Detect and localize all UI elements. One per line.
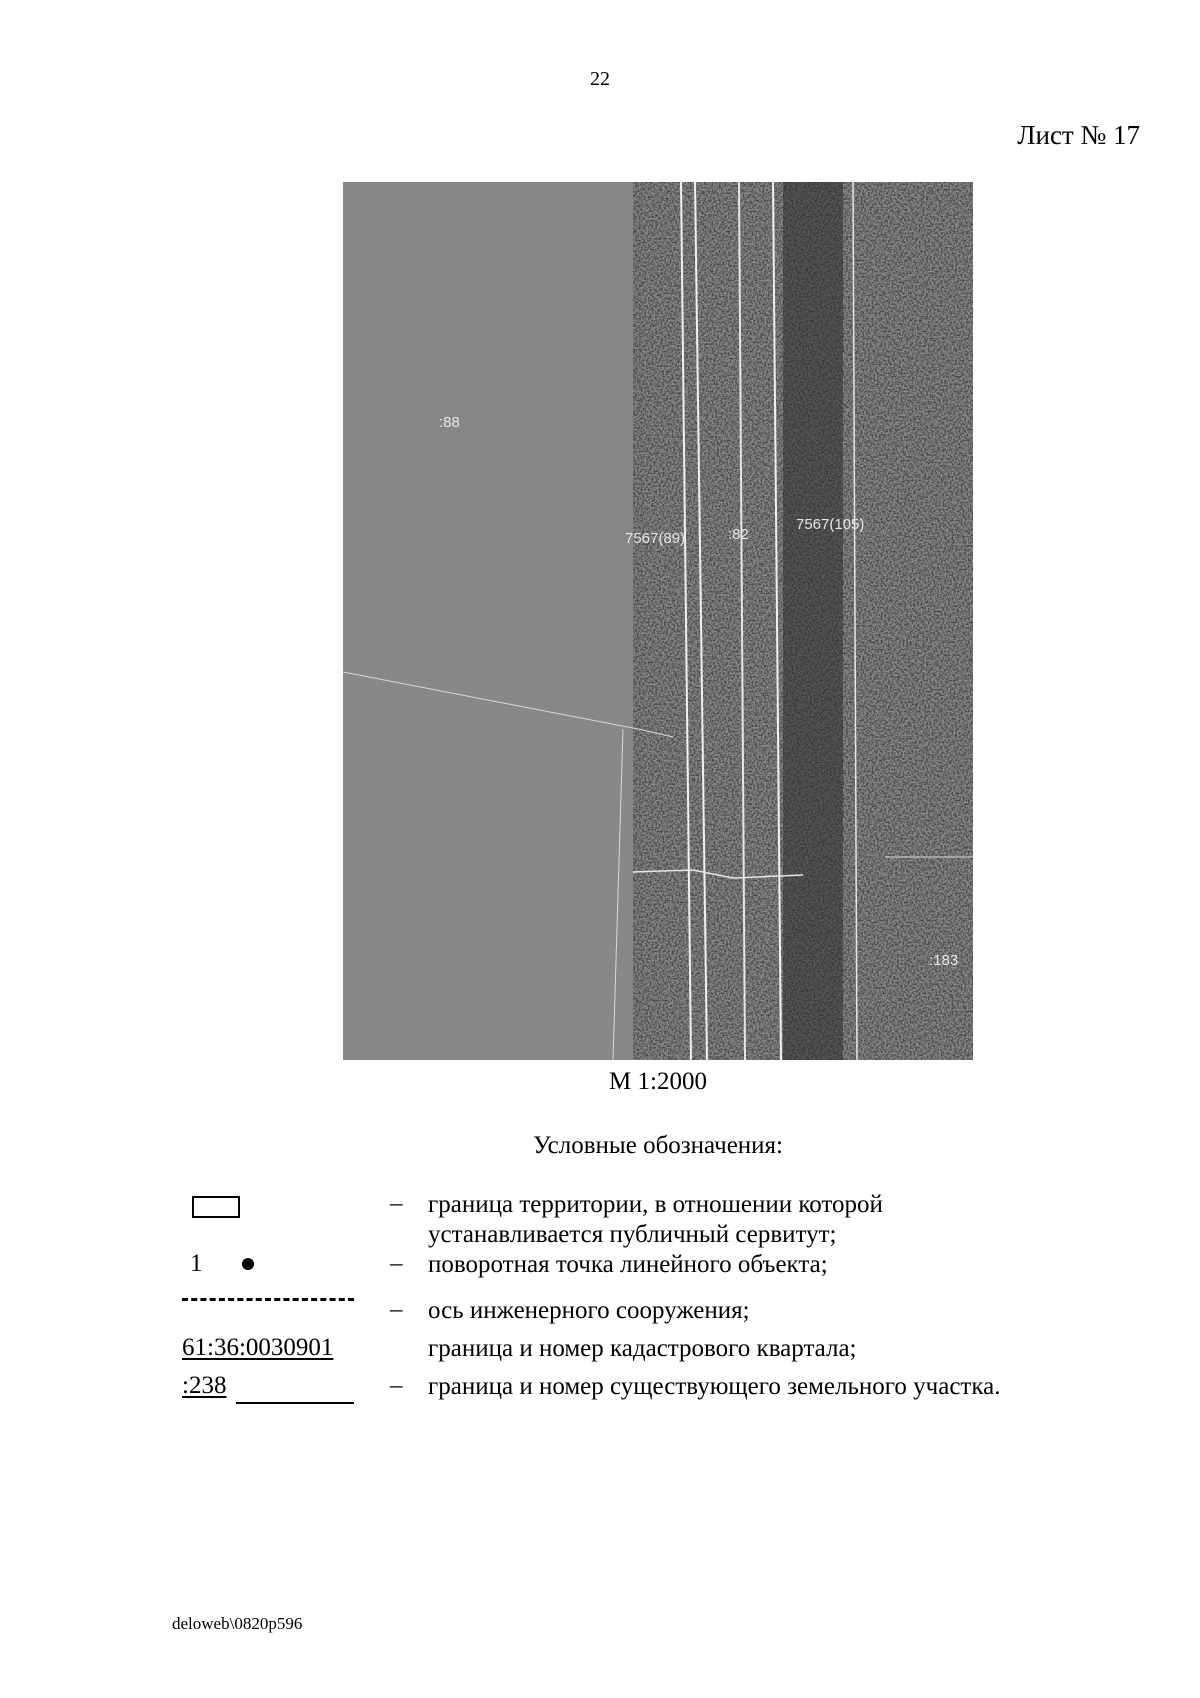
legend-title: Условные обозначения:: [532, 1132, 784, 1159]
page-number: 22: [590, 68, 610, 90]
rectangle-outline-icon: [192, 1196, 240, 1218]
legend-item-land-parcel: [0, 1372, 1200, 1412]
map-svg: [343, 182, 973, 1060]
legend-item-boundary: [0, 1190, 1200, 1248]
parcel-underline: [236, 1402, 354, 1404]
footer-doc-code: deloweb\0820p596: [172, 1614, 303, 1633]
legend-text: граница и номер существующего земельного участка.: [428, 1373, 1001, 1400]
map-scale: М 1:2000: [609, 1068, 707, 1095]
legend-text: ось инженерного сооружения;: [428, 1297, 750, 1324]
map-label-183: :183: [929, 952, 959, 969]
legend-item-cadastral-quarter: [0, 1334, 1200, 1374]
map-label-88: :88: [439, 414, 460, 431]
legend-item-axis: [0, 1288, 1200, 1328]
tree-belt-dark: [783, 182, 843, 1060]
dashed-line-icon: [182, 1298, 354, 1301]
legend-text-line: граница территории, в отношении которой: [428, 1191, 883, 1218]
point-number: 1: [190, 1250, 203, 1277]
legend-dash: –: [390, 1372, 403, 1399]
map-label-7567-89: 7567(89): [625, 530, 686, 547]
land-parcel-number: :238: [182, 1372, 227, 1399]
legend-dash: –: [390, 1250, 403, 1277]
map-label-82: :82: [728, 526, 749, 543]
legend-text: [428, 1190, 883, 1250]
legend-dash: –: [390, 1190, 403, 1217]
cadastral-quarter-number: 61:36:0030901: [182, 1334, 334, 1361]
legend-item-point: [0, 1250, 1200, 1290]
aerial-map: [343, 182, 973, 1060]
map-label-7567-105: 7567(105): [796, 516, 865, 533]
legend-dash: –: [390, 1296, 403, 1323]
map-texture-left: [343, 182, 643, 1060]
legend-text: граница и номер кадастрового квартала;: [428, 1335, 857, 1362]
legend-text: поворотная точка линейного объекта;: [428, 1251, 828, 1278]
sheet-number: Лист № 17: [1017, 120, 1140, 150]
legend-text-line: устанавливается публичный сервитут;: [428, 1221, 837, 1248]
point-dot-icon: [242, 1258, 254, 1270]
